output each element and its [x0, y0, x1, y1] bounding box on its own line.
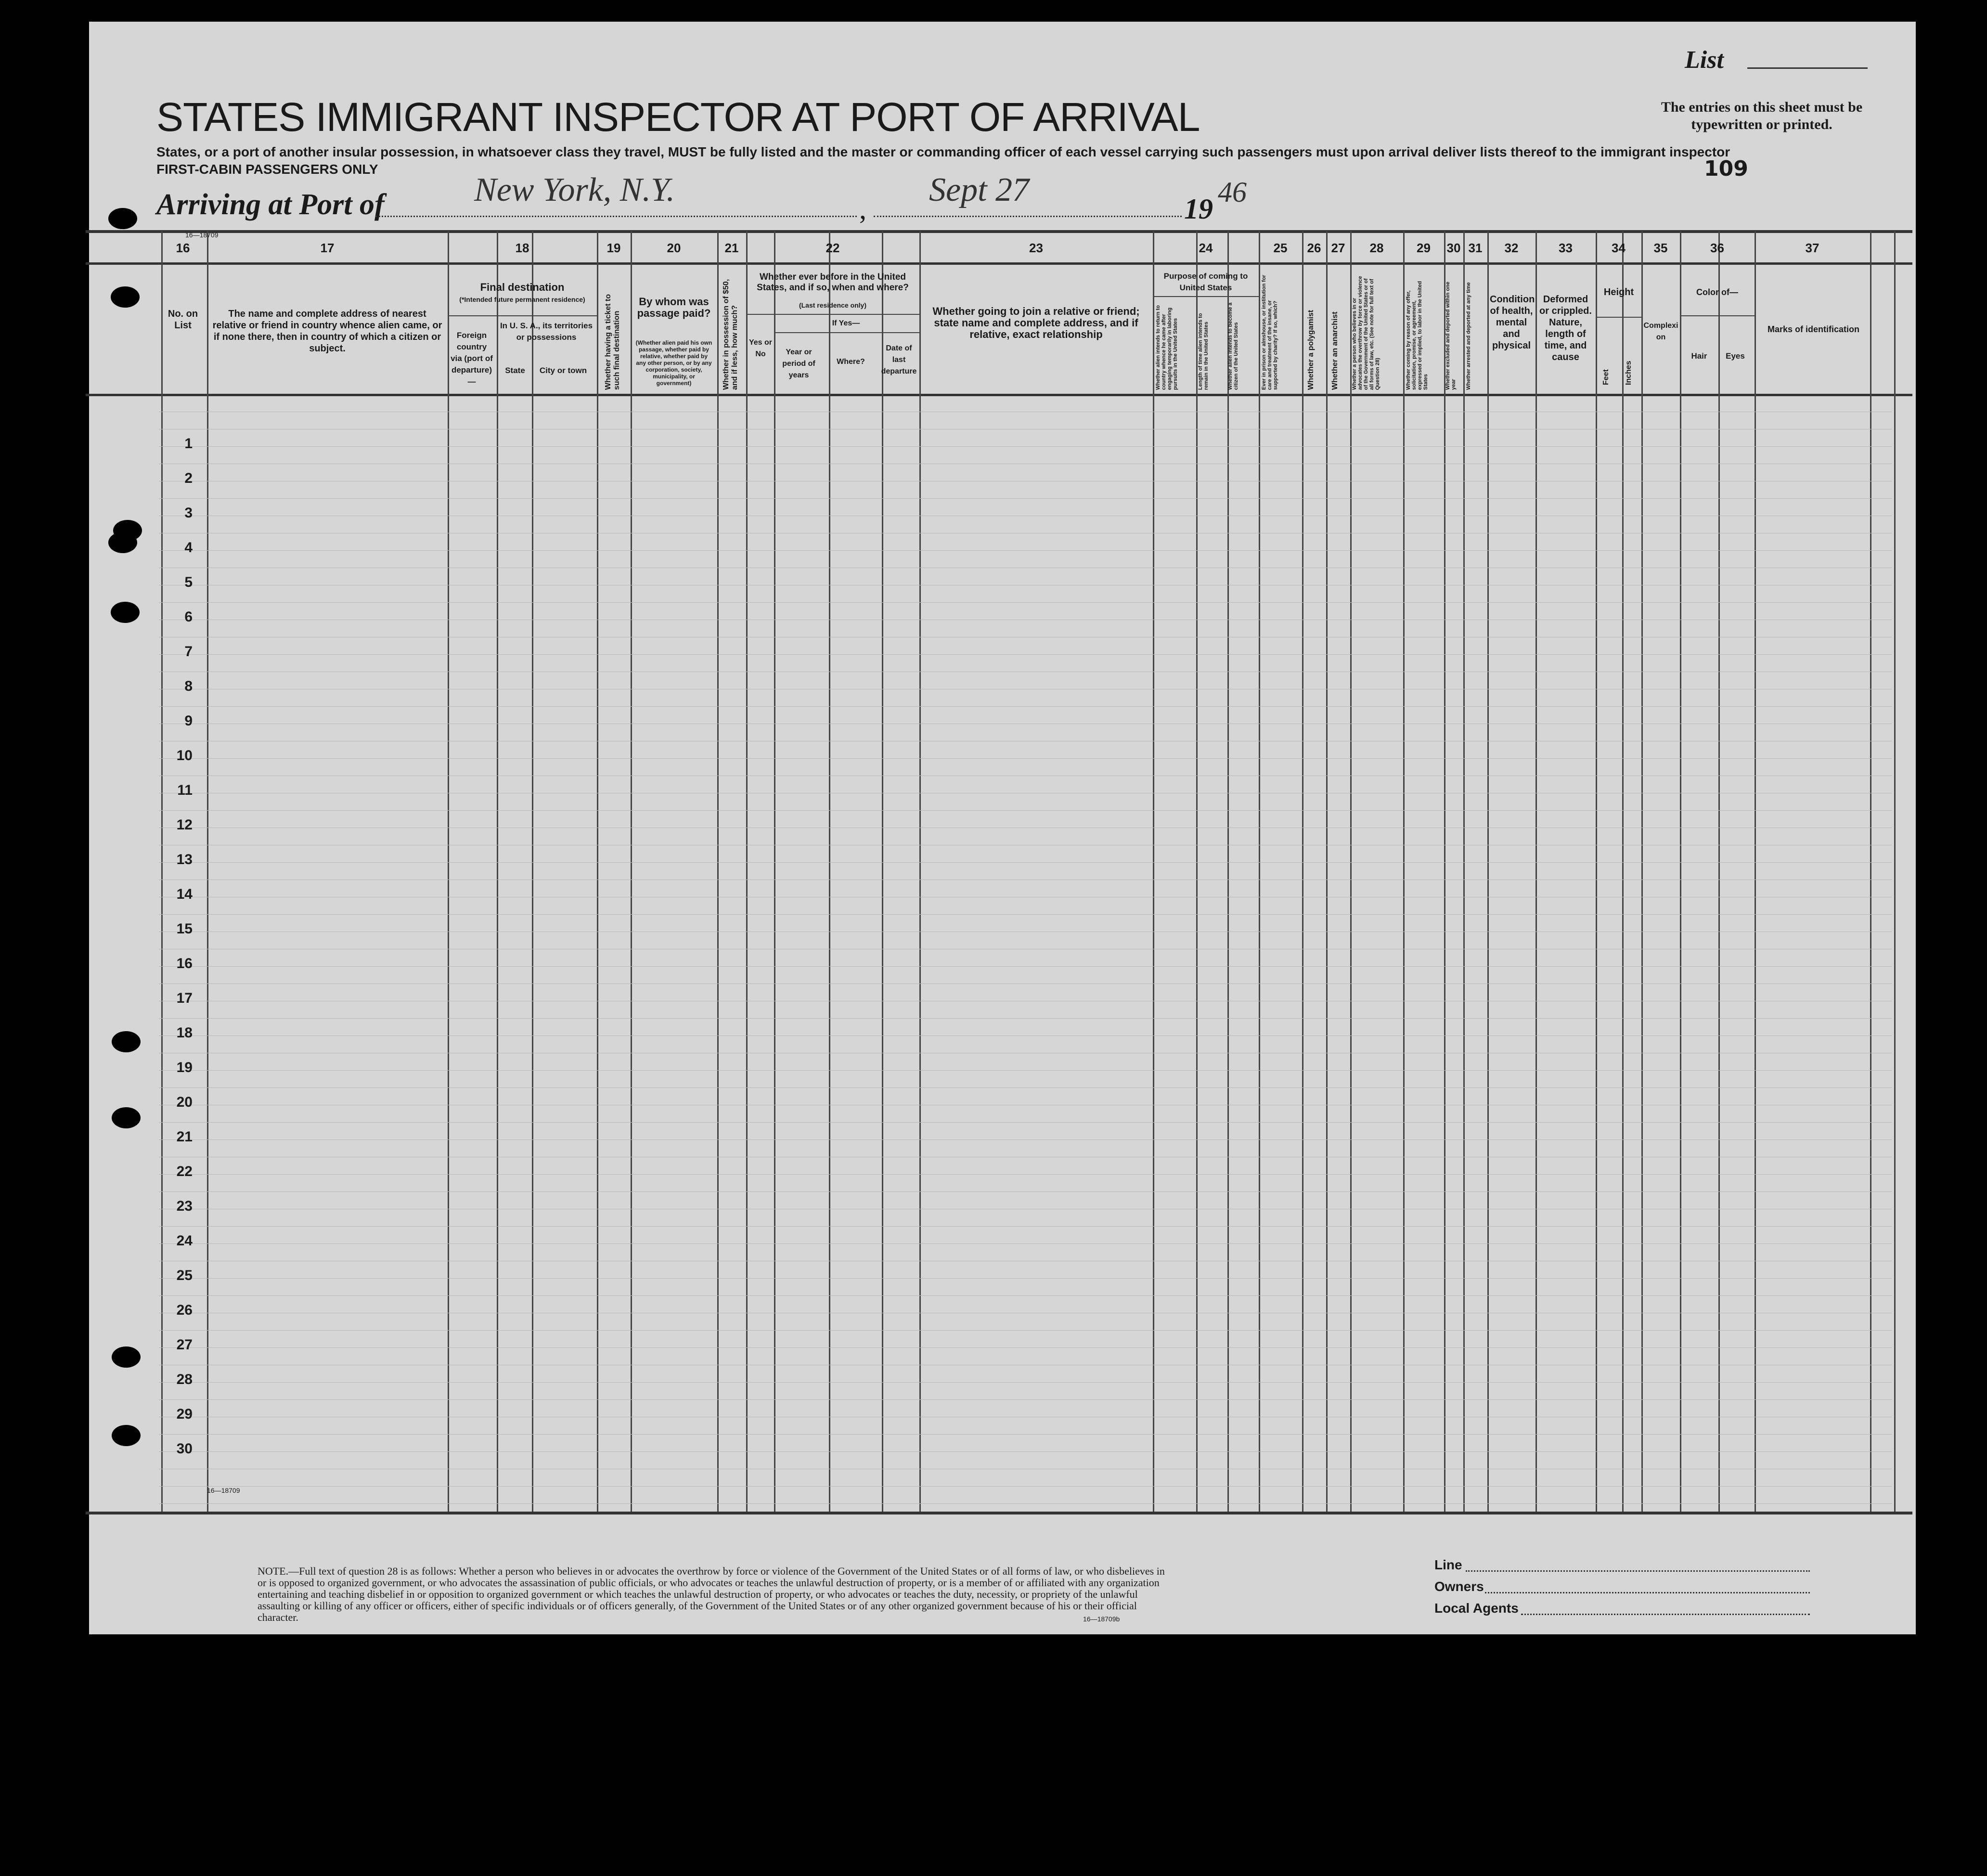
header-hair: Hair [1691, 351, 1707, 361]
row-rule [159, 1139, 1892, 1140]
row-rule [159, 1191, 1892, 1192]
colnum-18: 18 [515, 241, 529, 255]
header-complexion: Complexion [1643, 322, 1678, 341]
column-divider [1444, 231, 1445, 1512]
colnum-30: 30 [1446, 241, 1461, 255]
row-rule [159, 1451, 1892, 1452]
row-rule [159, 498, 1892, 499]
column-divider [1326, 231, 1328, 1512]
row-number: 22 [176, 1164, 193, 1179]
row-number: 19 [176, 1060, 193, 1075]
column-divider [1870, 231, 1871, 1512]
table-bottom-rule [86, 1512, 1912, 1514]
column-number-rule [86, 262, 1912, 265]
page-title: STATES IMMIGRANT INSPECTOR AT PORT OF ARRIVAL [156, 94, 1200, 140]
port-line [375, 216, 857, 217]
header-deformed: Deformed or crippled. Nature, length of time, and cause [1539, 294, 1592, 362]
row-number: 5 [184, 574, 193, 590]
row-number: 28 [176, 1371, 193, 1387]
column-divider [919, 231, 921, 1512]
column-divider [597, 231, 598, 1512]
header-color-of: Color of— [1696, 287, 1738, 297]
header-return-intent: Whether alien intends to return to country whence he came after engaging temporarily in laboring pursuits in the United States [1155, 305, 1178, 390]
column-divider [161, 231, 163, 1512]
port-handwritten: New York, N.Y. [474, 171, 675, 208]
header-last-residence: (Last residence only) [799, 301, 867, 309]
row-rule [159, 654, 1892, 655]
row-rule [159, 1434, 1892, 1435]
passenger-class-note: FIRST-CABIN PASSENGERS ONLY [156, 162, 378, 177]
column-divider [448, 231, 449, 1512]
header-length-stay: Length of time alien intends to remain in the United States [1198, 313, 1209, 390]
form-code-top: 16—18709 [185, 231, 219, 239]
header-feet: Feet [1602, 369, 1610, 385]
column-divider [1622, 231, 1624, 1512]
row-rule [159, 706, 1892, 707]
row-rule [159, 1226, 1892, 1227]
row-number: 12 [176, 817, 193, 833]
colnum-20: 20 [667, 241, 681, 255]
row-number: 2 [184, 470, 193, 486]
form-subtitle: States, or a port of another insular possession, in whatsoever class they travel, MUST be fully listed and the master or commanding officer of each vessel carrying such passengers must upon arrival deliver lists thereof to the immigrant inspector [156, 144, 1730, 159]
column-divider [1894, 231, 1896, 1512]
header-overthrow: Whether a person who believes in or advocates the overthrow by force or violence of the Government of the United States or of all forms of law, etc. (See note for full text of Question 28) [1352, 276, 1381, 390]
colnum-25: 25 [1273, 241, 1288, 255]
column-divider [497, 231, 498, 1512]
header-last-departure: Date of last departure [881, 344, 917, 375]
typewritten-instruction: The entries on this sheet must be typewritten or printed. [1661, 99, 1863, 132]
header-purpose: Purpose of coming to United States [1163, 272, 1248, 292]
header-yes-no: Yes or No [748, 338, 773, 358]
column-divider [1680, 231, 1681, 1512]
row-number: 16 [176, 956, 193, 971]
row-rule [159, 1174, 1892, 1175]
date-line [874, 216, 1182, 217]
table-top-rule [86, 230, 1912, 233]
row-rule [159, 1070, 1892, 1071]
header-labor-offer: Whether coming by reason of any offer, solicitation, promise, or agreement, expressed or implied, to labor in the United States [1406, 281, 1429, 390]
row-number: 17 [176, 990, 193, 1006]
column-divider [1196, 231, 1198, 1512]
colnum-35: 35 [1653, 241, 1668, 255]
header-final-destination-note: (*Intended future permanent residence) [459, 296, 585, 303]
header-passage-paid-note: (Whether alien paid his own passage, whether paid by relative, whether paid by any other person, or by any corporation, society, municipality, or government) [635, 339, 712, 387]
row-rule [159, 1122, 1892, 1123]
row-rule [159, 1035, 1892, 1036]
colnum-19: 19 [606, 241, 621, 255]
row-number: 1 [184, 436, 193, 452]
row-rule [159, 914, 1892, 915]
row-rule [159, 446, 1892, 447]
header-deported: Whether arrested and deported at any time [1466, 282, 1471, 390]
footer-local-agents-label: Local Agents [1434, 1601, 1519, 1616]
row-rule [159, 810, 1892, 811]
punch-hole [112, 1425, 141, 1446]
row-rule [159, 862, 1892, 863]
punch-hole [108, 208, 137, 229]
header-rule [1596, 317, 1641, 318]
row-number: 21 [176, 1129, 193, 1145]
row-number: 29 [176, 1406, 193, 1422]
row-rule [159, 966, 1892, 967]
footer-line-label: Line [1434, 1557, 1462, 1572]
column-divider [1641, 231, 1643, 1512]
row-rule [159, 1330, 1892, 1331]
punch-hole [108, 532, 137, 553]
footer-line-field [1466, 1570, 1810, 1572]
header-prison: Ever in prison or almshouse, or institution for care and treatment of the insane, or supported by charity? If so, which? [1261, 275, 1278, 390]
header-in-usa: In U. S. A., its territories or possessions [500, 321, 593, 342]
column-divider [1302, 231, 1303, 1512]
header-rule [448, 315, 597, 316]
column-divider [1227, 231, 1229, 1512]
row-rule [159, 1295, 1892, 1296]
header-ticket: Whether having a ticket to such final destination [604, 294, 621, 390]
row-rule [159, 1486, 1892, 1487]
column-divider [1350, 231, 1352, 1512]
row-number: 25 [176, 1268, 193, 1283]
row-rule [159, 1347, 1892, 1348]
page-number: 109 [1704, 156, 1748, 181]
row-number: 23 [176, 1198, 193, 1214]
header-no-on-list: No. on List [168, 309, 198, 331]
row-number: 26 [176, 1302, 193, 1318]
colnum-31: 31 [1468, 241, 1483, 255]
punch-hole [112, 1107, 141, 1128]
row-number: 4 [184, 540, 193, 556]
row-rule [159, 983, 1892, 984]
colnum-29: 29 [1417, 241, 1431, 255]
header-state: State [505, 366, 525, 375]
punch-hole [112, 1031, 141, 1052]
colnum-16: 16 [176, 241, 190, 255]
form-code-bottom: 16—18709 [207, 1487, 240, 1494]
column-divider [631, 231, 632, 1512]
row-rule [159, 1087, 1892, 1088]
row-rule [159, 758, 1892, 759]
punch-hole [111, 286, 140, 308]
row-rule [159, 1382, 1892, 1383]
row-number: 13 [176, 852, 193, 867]
colnum-21: 21 [724, 241, 739, 255]
column-divider [717, 231, 719, 1512]
column-divider [1718, 231, 1720, 1512]
row-rule [159, 550, 1892, 551]
header-where: Where? [837, 358, 865, 366]
column-divider [774, 231, 775, 1512]
column-divider [1259, 231, 1260, 1512]
row-number: 27 [176, 1337, 193, 1353]
row-number: 7 [184, 644, 193, 660]
header-inches: Inches [1625, 361, 1633, 385]
row-number: 8 [184, 678, 193, 694]
row-number: 14 [176, 886, 193, 902]
colnum-33: 33 [1559, 241, 1573, 255]
header-rule [746, 314, 919, 315]
arriving-label: Arriving at Port of [156, 188, 385, 221]
colnum-37: 37 [1805, 241, 1819, 255]
column-divider [207, 231, 208, 1512]
punch-hole [112, 1346, 141, 1368]
list-label: List [1685, 46, 1724, 74]
column-divider [829, 231, 830, 1512]
column-divider [882, 231, 883, 1512]
header-eyes: Eyes [1726, 351, 1745, 361]
colnum-17: 17 [320, 241, 335, 255]
header-foreign-country: Foreign country via (port of departure)— [451, 331, 493, 386]
row-number: 18 [176, 1025, 193, 1041]
row-number: 11 [177, 782, 193, 798]
colnum-32: 32 [1504, 241, 1519, 255]
row-number: 6 [184, 609, 193, 625]
note-form-code: 16—18709b [1083, 1615, 1120, 1623]
row-number: 10 [176, 748, 193, 763]
row-rule [159, 1399, 1892, 1400]
header-if-yes: If Yes— [832, 319, 860, 327]
footer-owners-field [1485, 1592, 1810, 1593]
header-anarchist: Whether an anarchist [1331, 311, 1339, 390]
column-divider [1535, 231, 1537, 1512]
comma: , [859, 193, 866, 225]
colnum-23: 23 [1029, 241, 1043, 255]
column-divider [1153, 231, 1154, 1512]
column-divider [1463, 231, 1465, 1512]
row-rule [159, 1503, 1892, 1504]
footer-local-agents-field [1521, 1614, 1810, 1615]
column-divider [1403, 231, 1405, 1512]
punch-hole [111, 602, 140, 623]
row-rule [159, 1278, 1892, 1279]
footer-owners-label: Owners [1434, 1579, 1484, 1594]
column-divider [1596, 231, 1597, 1512]
header-city: City or town [539, 366, 587, 375]
year-prefix: 19 [1184, 193, 1213, 225]
year-handwritten: 46 [1218, 176, 1247, 208]
header-ever-before: Whether ever before in the United States, and if so, when and where? [757, 272, 909, 293]
colnum-27: 27 [1331, 241, 1345, 255]
date-handwritten: Sept 27 [929, 171, 1030, 208]
header-fifty-dollars: Whether in possession of $50, and if less, how much? [722, 279, 739, 390]
colnum-22: 22 [826, 241, 840, 255]
header-passage-paid: By whom was passage paid? [637, 296, 711, 319]
column-divider [1755, 231, 1756, 1512]
row-number: 30 [176, 1441, 193, 1457]
column-divider [532, 231, 533, 1512]
header-height: Height [1603, 287, 1634, 298]
header-health: Condition of health, mental and physical [1490, 294, 1535, 351]
row-rule [159, 602, 1892, 603]
row-number: 15 [176, 921, 193, 937]
header-nearest-relative: The name and complete address of nearest relative or friend in country whence alien came, or if none there, then in country of which a citizen or subject. [212, 309, 442, 354]
row-number: 9 [184, 713, 193, 729]
row-number: 24 [176, 1233, 193, 1249]
column-divider [1487, 231, 1489, 1512]
header-rule [1153, 296, 1259, 297]
header-bottom-rule [86, 394, 1912, 396]
colnum-34: 34 [1612, 241, 1626, 255]
header-citizen-intent: Whether alien intends to become a citizen of the United States [1227, 302, 1239, 390]
list-number-line [1747, 67, 1868, 69]
header-year-period: Year or period of years [782, 348, 815, 379]
row-rule [159, 1018, 1892, 1019]
question-28-note: NOTE.—Full text of question 28 is as follows: Whether a person who believes in or advocates the overthrow by force or violence of the Government of the United States or of all forms of law, or who disbelieves in or is opposed to organized government, or who advocates the assassination of public officials, or who advocates or teaches the unlawful destruction of property, or is a member of or affiliated with any organization entertaining and teaching disbelief in or opposition to organized government or which teaches the unlawful destruction of property, or who advocates or teaches the duty, necessity, or propriety of the unlawful assaulting or killing of any officer or officers, either of specific individuals or of officers generally, of the Government of the United States or of any other organized government because of his or their official character. [258, 1565, 1165, 1623]
header-join-relative: Whether going to join a relative or friend; state name and complete address, and if relative, exact relationship [932, 305, 1140, 340]
header-marks: Marks of identification [1767, 324, 1860, 334]
header-final-destination: Final destination [480, 281, 565, 293]
colnum-26: 26 [1307, 241, 1321, 255]
header-excluded: Whether excluded and deported within one year [1445, 282, 1457, 390]
header-rule [1680, 315, 1755, 316]
colnum-36: 36 [1710, 241, 1724, 255]
row-number: 20 [176, 1094, 193, 1110]
column-divider [746, 231, 748, 1512]
row-number: 3 [184, 505, 193, 521]
header-rule [774, 332, 919, 333]
header-polygamist: Whether a polygamist [1307, 310, 1315, 390]
row-rule [159, 1243, 1892, 1244]
colnum-28: 28 [1369, 241, 1384, 255]
colnum-24: 24 [1199, 241, 1213, 255]
